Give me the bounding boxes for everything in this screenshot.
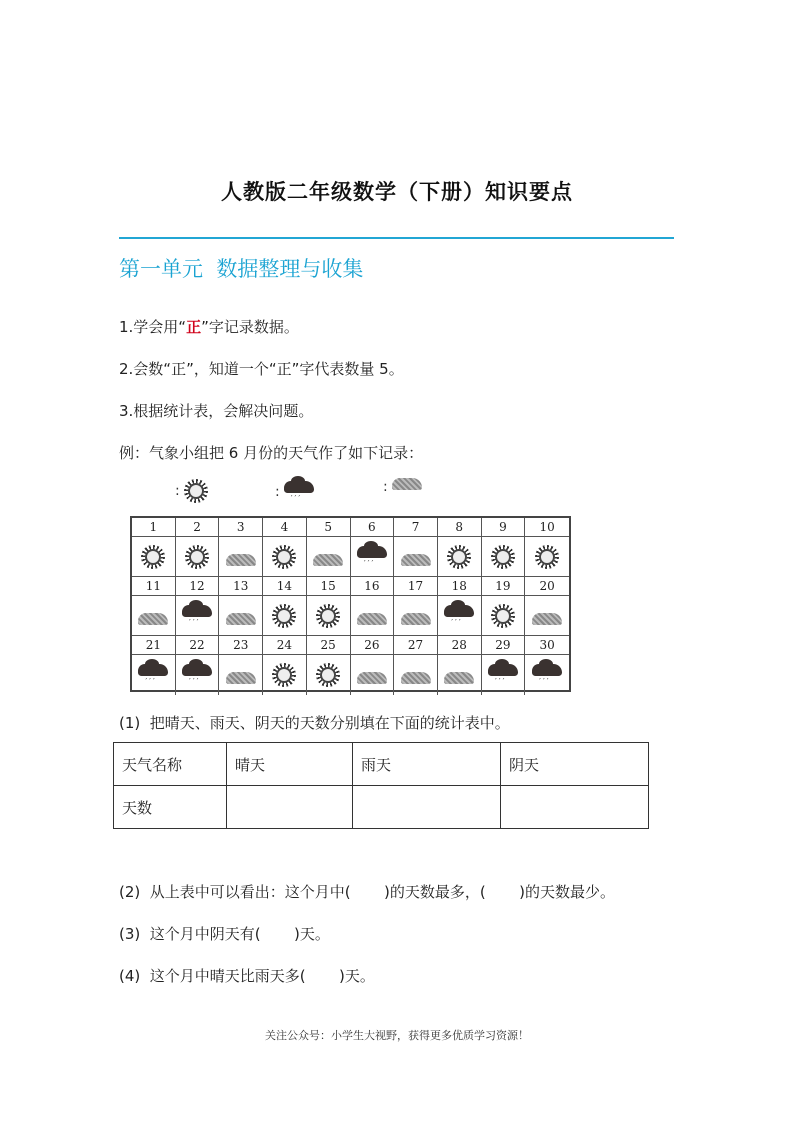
day-number: 11 — [132, 577, 176, 596]
sunny-icon — [316, 604, 340, 628]
page-title: 人教版二年级数学（下册）知识要点 — [221, 180, 573, 204]
legend-colon: : — [383, 479, 388, 495]
rainy-icon: ′′′ — [138, 662, 168, 688]
day-weather — [525, 655, 569, 695]
day-number: 22 — [176, 636, 220, 655]
day-number: 14 — [263, 577, 307, 596]
rainy-icon: ′′′ — [357, 544, 387, 570]
day-weather — [438, 537, 482, 577]
day-number: 3 — [219, 518, 263, 537]
answer-cell-rainy[interactable] — [353, 786, 501, 829]
day-weather — [394, 537, 438, 577]
day-weather — [263, 596, 307, 636]
day-number: 7 — [394, 518, 438, 537]
day-weather — [307, 655, 351, 695]
sunny-icon — [447, 545, 471, 569]
day-number: 30 — [525, 636, 569, 655]
table-header-cell: 雨天 — [353, 743, 501, 786]
day-number: 26 — [351, 636, 395, 655]
day-number: 25 — [307, 636, 351, 655]
rainy-icon: ′′′ — [532, 662, 562, 688]
sunny-icon — [316, 663, 340, 687]
day-number: 20 — [525, 577, 569, 596]
day-number: 27 — [394, 636, 438, 655]
table-row-label: 天数 — [114, 786, 227, 829]
day-weather — [351, 655, 395, 695]
day-number: 6 — [351, 518, 395, 537]
question-3: (3) 这个月中阴天有( )天。 — [119, 925, 330, 943]
cloudy-icon — [401, 554, 431, 566]
table-header-cell: 阴天 — [501, 743, 649, 786]
day-weather — [482, 596, 526, 636]
sunny-icon — [272, 545, 296, 569]
day-weather — [219, 596, 263, 636]
day-weather — [525, 537, 569, 577]
day-weather — [307, 596, 351, 636]
day-number: 15 — [307, 577, 351, 596]
day-weather — [176, 655, 220, 695]
table-header-cell: 晴天 — [227, 743, 353, 786]
example-text: 例：气象小组把 6 月份的天气作了如下记录： — [119, 444, 424, 462]
day-weather — [394, 655, 438, 695]
legend-rainy — [275, 479, 314, 505]
day-weather — [219, 537, 263, 577]
day-number: 24 — [263, 636, 307, 655]
sunny-icon — [272, 604, 296, 628]
answer-cell-sunny[interactable] — [227, 786, 353, 829]
statistics-table — [113, 742, 649, 829]
cloudy-icon — [357, 672, 387, 684]
day-weather — [525, 596, 569, 636]
day-weather — [176, 596, 220, 636]
day-number: 2 — [176, 518, 220, 537]
footer-note: 关注公众号：小学生大视野，获得更多优质学习资源！ — [265, 1029, 529, 1042]
rainy-icon: ′′′ — [182, 603, 212, 629]
cloudy-icon — [401, 672, 431, 684]
answer-cell-cloudy[interactable] — [501, 786, 649, 829]
sunny-icon — [535, 545, 559, 569]
day-weather — [482, 655, 526, 695]
weather-legend — [175, 479, 475, 509]
day-number: 1 — [132, 518, 176, 537]
cloudy-icon — [532, 613, 562, 625]
day-weather — [438, 596, 482, 636]
day-weather — [482, 537, 526, 577]
day-weather — [438, 655, 482, 695]
cloudy-icon — [401, 613, 431, 625]
question-4: (4) 这个月中晴天比雨天多( )天。 — [119, 967, 375, 985]
section-heading: 第一单元 数据整理与收集 — [119, 257, 364, 281]
legend-colon: : — [175, 483, 180, 499]
day-weather — [132, 537, 176, 577]
cloudy-icon — [138, 613, 168, 625]
day-number: 4 — [263, 518, 307, 537]
point-2: 2.会数“正”，知道一个“正”字代表数量 5。 — [119, 360, 404, 378]
day-number: 18 — [438, 577, 482, 596]
sunny-icon — [185, 545, 209, 569]
legend-sunny — [175, 479, 208, 503]
day-number: 17 — [394, 577, 438, 596]
rainy-icon: ′′′ — [182, 662, 212, 688]
day-weather — [263, 537, 307, 577]
sunny-icon — [491, 604, 515, 628]
day-number: 21 — [132, 636, 176, 655]
cloudy-icon — [392, 478, 422, 490]
rainy-icon: ′′′ — [284, 479, 314, 505]
table-header-cell: 天气名称 — [114, 743, 227, 786]
sunny-icon — [184, 479, 208, 503]
day-weather — [394, 596, 438, 636]
day-weather — [132, 655, 176, 695]
sunny-icon — [141, 545, 165, 569]
cloudy-icon — [226, 613, 256, 625]
day-weather — [219, 655, 263, 695]
day-weather — [307, 537, 351, 577]
day-number: 10 — [525, 518, 569, 537]
cloudy-icon — [357, 613, 387, 625]
day-number: 23 — [219, 636, 263, 655]
day-number: 5 — [307, 518, 351, 537]
day-number: 19 — [482, 577, 526, 596]
legend-colon: : — [275, 484, 280, 500]
day-number: 12 — [176, 577, 220, 596]
day-number: 13 — [219, 577, 263, 596]
day-number: 9 — [482, 518, 526, 537]
cloudy-icon — [226, 554, 256, 566]
table-row — [114, 786, 649, 829]
day-weather — [263, 655, 307, 695]
day-weather — [351, 596, 395, 636]
cloudy-icon — [226, 672, 256, 684]
zheng-character: 正 — [186, 318, 202, 336]
cloudy-icon — [313, 554, 343, 566]
title-divider — [119, 237, 674, 239]
cloudy-icon — [444, 672, 474, 684]
point-1-suffix: ”字记录数据。 — [201, 318, 299, 336]
weather-record-table — [130, 516, 571, 692]
day-number: 28 — [438, 636, 482, 655]
day-weather — [132, 596, 176, 636]
point-3: 3.根据统计表，会解决问题。 — [119, 402, 314, 420]
table-row — [114, 743, 649, 786]
point-1 — [119, 316, 299, 337]
day-number: 29 — [482, 636, 526, 655]
day-weather — [176, 537, 220, 577]
question-1: (1) 把晴天、雨天、阴天的天数分别填在下面的统计表中。 — [119, 714, 510, 732]
day-number: 16 — [351, 577, 395, 596]
question-2: (2) 从上表中可以看出：这个月中( )的天数最多，( )的天数最少。 — [119, 883, 615, 901]
point-1-prefix: 1.学会用“ — [119, 318, 187, 336]
rainy-icon: ′′′ — [488, 662, 518, 688]
legend-cloudy — [383, 479, 422, 495]
rainy-icon: ′′′ — [444, 603, 474, 629]
day-number: 8 — [438, 518, 482, 537]
sunny-icon — [272, 663, 296, 687]
sunny-icon — [491, 545, 515, 569]
day-weather — [351, 537, 395, 577]
